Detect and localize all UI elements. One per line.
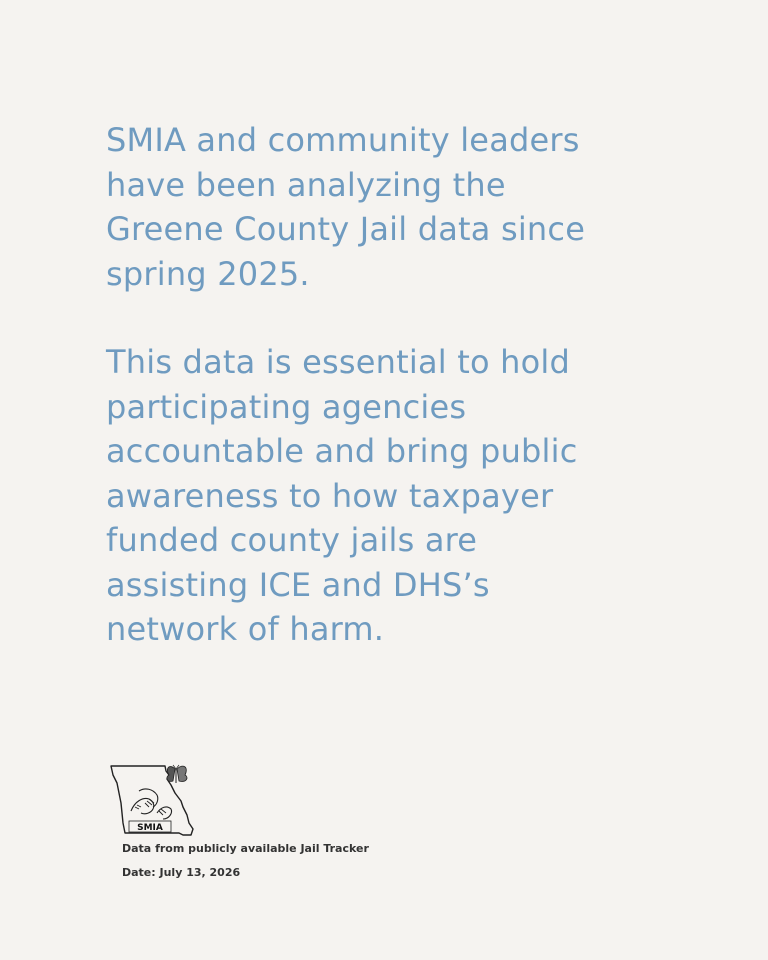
main-text-block	[106, 118, 706, 696]
missouri-state-hands-butterfly-logo-icon	[109, 763, 199, 839]
smia-logo	[109, 763, 199, 839]
logo-text: SMIA	[137, 823, 163, 833]
date-text: Date: July 13, 2026	[122, 866, 241, 879]
footer-info	[122, 842, 369, 890]
intro-paragraph: SMIA and community leaders have been analyzing the Greene County Jail data since spring 2025.	[106, 121, 586, 293]
data-source-text: Data from publicly available Jail Tracker	[122, 842, 369, 855]
purpose-paragraph: This data is essential to hold participating agencies accountable and bring public awareness to how taxpayer funded county jails are assisting ICE and DHS’s network of harm.	[106, 343, 578, 648]
